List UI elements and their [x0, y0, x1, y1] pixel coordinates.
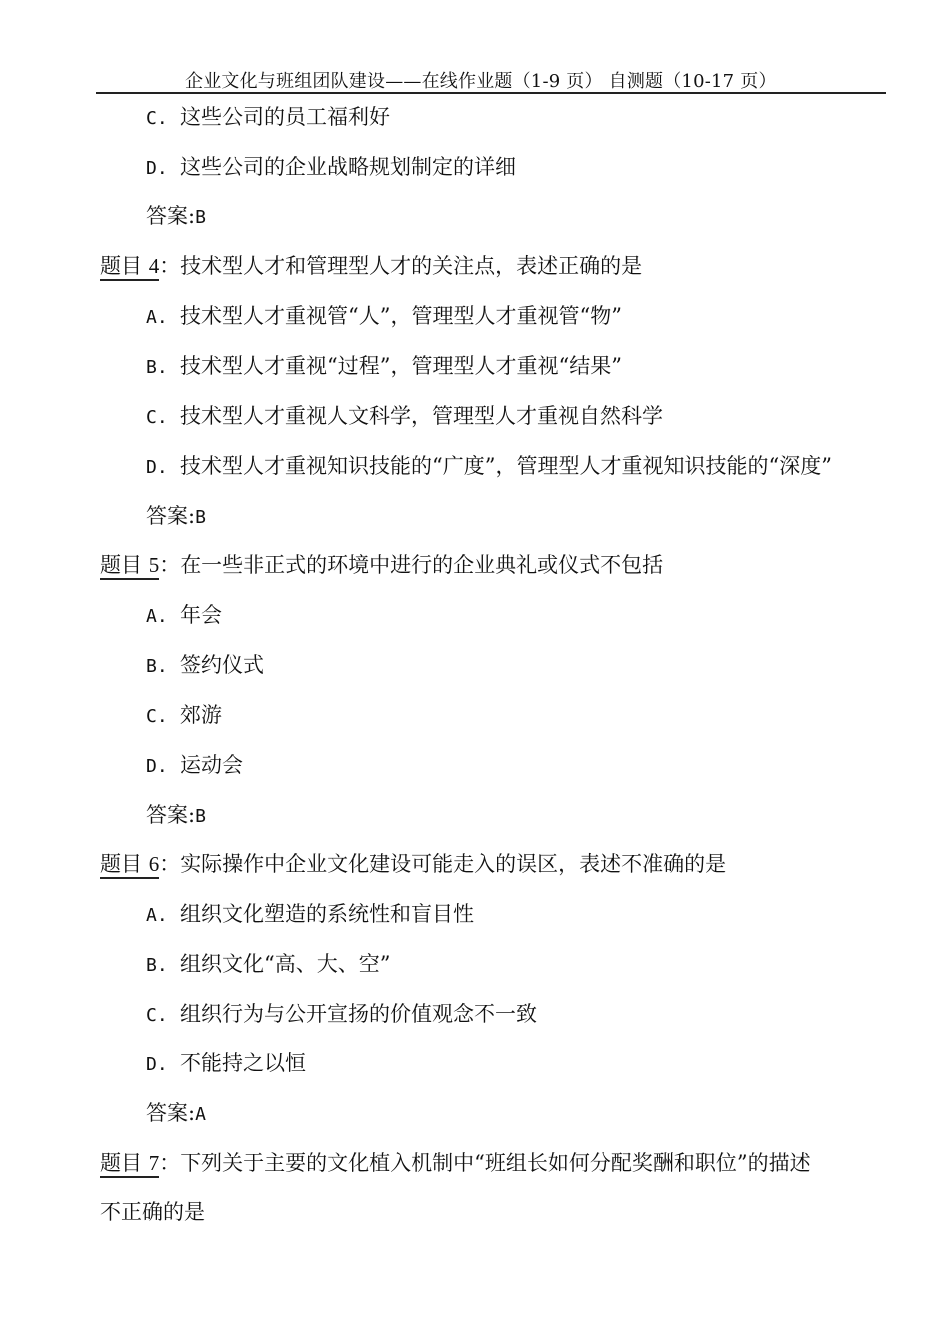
- option-b: [146, 352, 622, 382]
- question-number: [100, 1150, 159, 1178]
- option-text: 这些公司的企业战略规划制定的详细: [180, 155, 516, 179]
- question-text: 实际操作中企业文化建设可能走入的误区，表述不准确的是: [180, 852, 727, 876]
- answer-line: [146, 801, 206, 831]
- option-key: B.: [146, 955, 168, 976]
- question-num: 4: [148, 254, 160, 278]
- option-key: D.: [146, 158, 168, 179]
- option-text: 组织行为与公开宣扬的价值观念不一致: [180, 1002, 537, 1026]
- answer-label: 答案:: [146, 803, 196, 827]
- option-key: A.: [146, 905, 168, 926]
- question-title: [100, 551, 663, 580]
- question-number: [100, 552, 159, 580]
- option-d: [146, 153, 516, 183]
- question-sep: ：: [159, 254, 181, 278]
- option-key: A.: [146, 606, 168, 627]
- option-text: 组织文化“高、大、空”: [180, 952, 391, 976]
- question-title: [100, 1149, 811, 1178]
- option-key: A.: [146, 307, 168, 328]
- question-label: 题目: [100, 852, 142, 876]
- answer-line: [146, 502, 206, 532]
- option-c: [146, 402, 663, 432]
- question-title: [100, 850, 726, 879]
- option-key: D.: [146, 756, 168, 777]
- question-number: [100, 253, 159, 281]
- question-num: 6: [148, 852, 160, 876]
- question-text: 下列关于主要的文化植入机制中“班组长如何分配奖酬和职位”的描述: [180, 1151, 811, 1175]
- page-header: [96, 64, 886, 94]
- question-label: 题目: [100, 553, 142, 577]
- option-c: [146, 701, 222, 731]
- question-label: 题目: [100, 254, 142, 278]
- answer-label: 答案:: [146, 204, 196, 228]
- answer-value: B: [195, 806, 206, 827]
- option-key: D.: [146, 457, 168, 478]
- option-d: [146, 751, 243, 781]
- header-title: 企业文化与班组团队建设——在线作业题（1-9 页） 自测题（10-17 页）: [185, 71, 777, 92]
- question-text: 技术型人才和管理型人才的关注点，表述正确的是: [180, 254, 643, 278]
- option-text: 运动会: [180, 753, 243, 777]
- question-label: 题目: [100, 1151, 142, 1175]
- option-a: [146, 601, 222, 631]
- option-text: 技术型人才重视知识技能的“广度”，管理型人才重视知识技能的“深度”: [180, 454, 832, 478]
- option-text: 组织文化塑造的系统性和盲目性: [180, 902, 474, 926]
- option-c: [146, 1000, 537, 1030]
- answer-line: [146, 202, 206, 232]
- answer-value: B: [195, 207, 206, 228]
- option-text: 技术型人才重视管“人”，管理型人才重视管“物”: [180, 304, 622, 328]
- option-key: C.: [146, 407, 168, 428]
- answer-line: [146, 1099, 206, 1129]
- option-d: [146, 1049, 306, 1079]
- question-title: [100, 252, 642, 281]
- answer-value: B: [195, 507, 206, 528]
- option-a: [146, 900, 474, 930]
- question-sep: ：: [159, 1151, 181, 1175]
- answer-value: A: [195, 1104, 206, 1125]
- option-text: 技术型人才重视“过程”，管理型人才重视“结果”: [180, 354, 622, 378]
- option-c: [146, 103, 390, 133]
- option-text: 技术型人才重视人文科学，管理型人才重视自然科学: [180, 404, 663, 428]
- option-key: C.: [146, 706, 168, 727]
- answer-label: 答案:: [146, 1101, 196, 1125]
- question-num: 7: [148, 1151, 160, 1175]
- option-b: [146, 651, 264, 681]
- option-text: 这些公司的员工福利好: [180, 105, 390, 129]
- option-key: C.: [146, 1005, 168, 1026]
- option-d: [146, 452, 832, 482]
- question-text: 在一些非正式的环境中进行的企业典礼或仪式不包括: [180, 553, 664, 577]
- question-continuation: 不正确的是: [100, 1200, 205, 1224]
- question-sep: ：: [159, 852, 181, 876]
- option-text: 不能持之以恒: [180, 1051, 306, 1075]
- option-text: 郊游: [180, 703, 222, 727]
- option-key: D.: [146, 1054, 168, 1075]
- question-number: [100, 851, 159, 879]
- option-key: B.: [146, 656, 168, 677]
- option-key: C.: [146, 108, 168, 129]
- option-text: 签约仪式: [180, 653, 264, 677]
- option-b: [146, 950, 390, 980]
- option-a: [146, 302, 622, 332]
- question-sep: ：: [159, 553, 181, 577]
- option-text: 年会: [180, 603, 222, 627]
- question-num: 5: [148, 553, 160, 577]
- option-key: B.: [146, 357, 168, 378]
- answer-label: 答案:: [146, 504, 196, 528]
